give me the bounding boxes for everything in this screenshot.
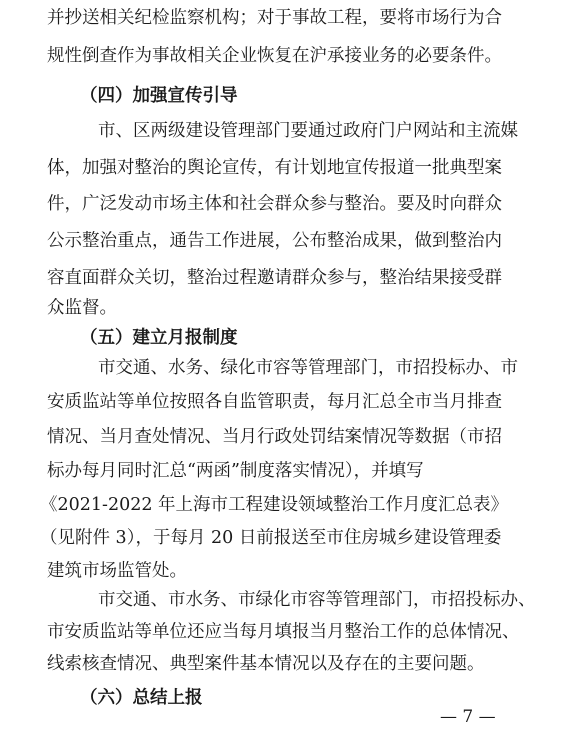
paragraph-line: （见附件 3），于每月 20 日前报送至市住房城乡建设管理委 — [40, 528, 502, 548]
paragraph-line: 安质监站等单位按照各自监管职责，每月汇总全市当月排查 — [47, 392, 502, 412]
paragraph-line: 市、区两级建设管理部门要通过政府门户网站和主流媒 — [98, 121, 518, 141]
paragraph-line: 情况、当月查处情况、当月行政处罚结案情况等数据（市招 — [47, 427, 502, 447]
paragraph-line: 件，广泛发动市场主体和社会群众参与整治。要及时向群众 — [47, 194, 502, 214]
paragraph-line: 线索核查情况、典型案件基本情况以及存在的主要问题。 — [47, 654, 485, 674]
page-number: — 7 — — [440, 707, 496, 727]
paragraph-line: 市交通、水务、绿化市容等管理部门，市招投标办、市 — [98, 358, 518, 378]
paragraph-line: 体，加强对整治的舆论宣传，有计划地宣传报道一批典型案 — [47, 158, 502, 178]
section-heading-6: （六）总结上报 — [80, 688, 203, 708]
section-heading-4: （四）加强宣传引导 — [80, 86, 238, 106]
paragraph-line: 并抄送相关纪检监察机构；对于事故工程，要将市场行为合 — [47, 8, 502, 28]
paragraph-line: 容直面群众关切，整治过程邀请群众参与，整治结果接受群 — [47, 268, 502, 288]
paragraph-line: 标办每月同时汇总“两函”制度落实情况），并填写 — [47, 461, 424, 481]
paragraph-line: 建筑市场监管处。 — [47, 561, 187, 581]
section-heading-5: （五）建立月报制度 — [80, 328, 238, 348]
paragraph-line: 众监督。 — [47, 298, 117, 318]
paragraph-line: 《2021-2022 年上海市工程建设领域整治工作月度汇总表》 — [40, 495, 509, 515]
paragraph-line: 规性倒查作为事故相关企业恢复在沪承接业务的必要条件。 — [47, 46, 502, 66]
paragraph-line: 市安质监站等单位还应当每月填报当月整治工作的总体情况、 — [47, 622, 520, 642]
paragraph-line: 公示整治重点，通告工作进展，公布整治成果，做到整治内 — [47, 231, 502, 251]
paragraph-line: 市交通、市水务、市绿化市容等管理部门，市招投标办、 — [98, 590, 536, 610]
